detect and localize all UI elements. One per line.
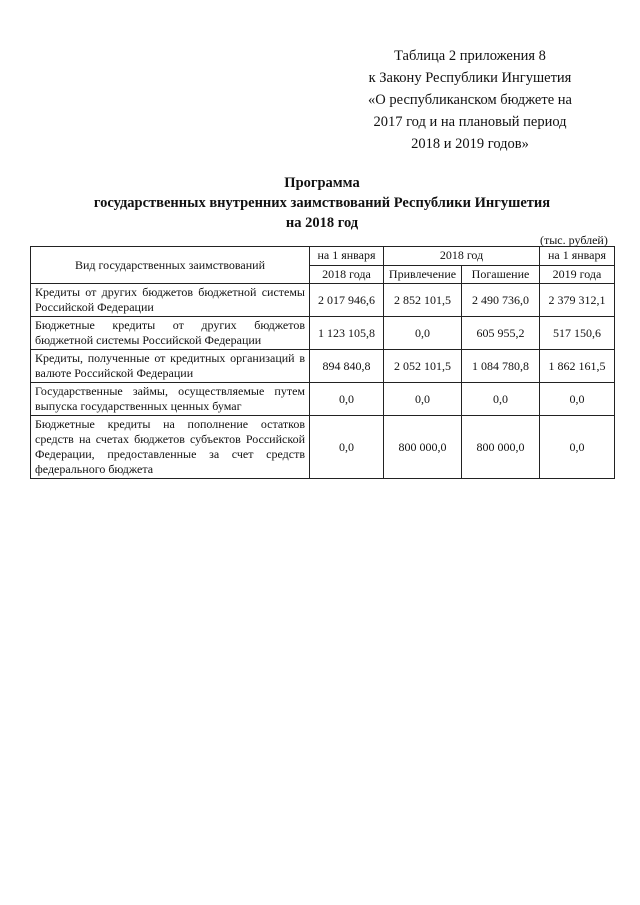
header-name: Вид государственных заимствований [31,247,310,284]
row-end: 2 379 312,1 [540,284,615,317]
units-note: (тыс. рублей) [540,233,608,247]
borrowing-table [30,246,615,479]
header-end-line2: 2019 года [540,265,615,284]
table-row [31,416,615,479]
header-year: 2018 год [384,247,540,266]
row-start: 1 123 105,8 [310,317,384,350]
table-row [31,317,615,350]
row-name: Кредиты, полученные от кредитных организаций в валюте Российской Федерации [31,350,310,383]
appendix-line: «О республиканском бюджете на [368,92,572,108]
appendix-line: 2017 год и на плановый период [373,114,567,130]
header-start-line2: 2018 года [310,265,384,284]
row-repayment: 0,0 [462,383,540,416]
appendix-line: к Закону Республики Ингушетия [368,70,572,86]
row-attraction: 0,0 [384,317,462,350]
header-start-line1: на 1 января [310,247,384,266]
row-repayment: 800 000,0 [462,416,540,479]
row-start: 0,0 [310,416,384,479]
table-row [31,383,615,416]
row-attraction: 0,0 [384,383,462,416]
row-end: 0,0 [540,416,615,479]
table-header-row [31,247,615,266]
row-start: 894 840,8 [310,350,384,383]
appendix-line: Таблица 2 приложения 8 [394,48,546,64]
row-name: Бюджетные кредиты от других бюджетов бюджетной системы Российской Федерации [31,317,310,350]
row-name: Государственные займы, осуществляемые путем выпуска государственных ценных бумаг [31,383,310,416]
row-end: 517 150,6 [540,317,615,350]
row-end: 1 862 161,5 [540,350,615,383]
row-attraction: 2 052 101,5 [384,350,462,383]
row-attraction: 2 852 101,5 [384,284,462,317]
row-repayment: 2 490 736,0 [462,284,540,317]
appendix-line: 2018 и 2019 годов» [411,136,529,152]
row-repayment: 1 084 780,8 [462,350,540,383]
title-line: Программа [284,175,360,191]
row-start: 2 017 946,6 [310,284,384,317]
appendix-reference [352,45,588,155]
table-row [31,284,615,317]
row-name: Кредиты от других бюджетов бюджетной системы Российской Федерации [31,284,310,317]
header-attraction: Привлечение [384,265,462,284]
row-start: 0,0 [310,383,384,416]
title-line: на 2018 год [285,215,359,231]
title-line: государственных внутренних заимствований Республики Ингушетия [93,195,551,211]
row-end: 0,0 [540,383,615,416]
header-end-line1: на 1 января [540,247,615,266]
header-repayment: Погашение [462,265,540,284]
row-attraction: 800 000,0 [384,416,462,479]
row-name: Бюджетные кредиты на пополнение остатков средств на счетах бюджетов субъектов Российской Федерации, предоставленные за счет средств федерального бюджета [31,416,310,479]
document-title [30,173,614,233]
row-repayment: 605 955,2 [462,317,540,350]
table-row [31,350,615,383]
